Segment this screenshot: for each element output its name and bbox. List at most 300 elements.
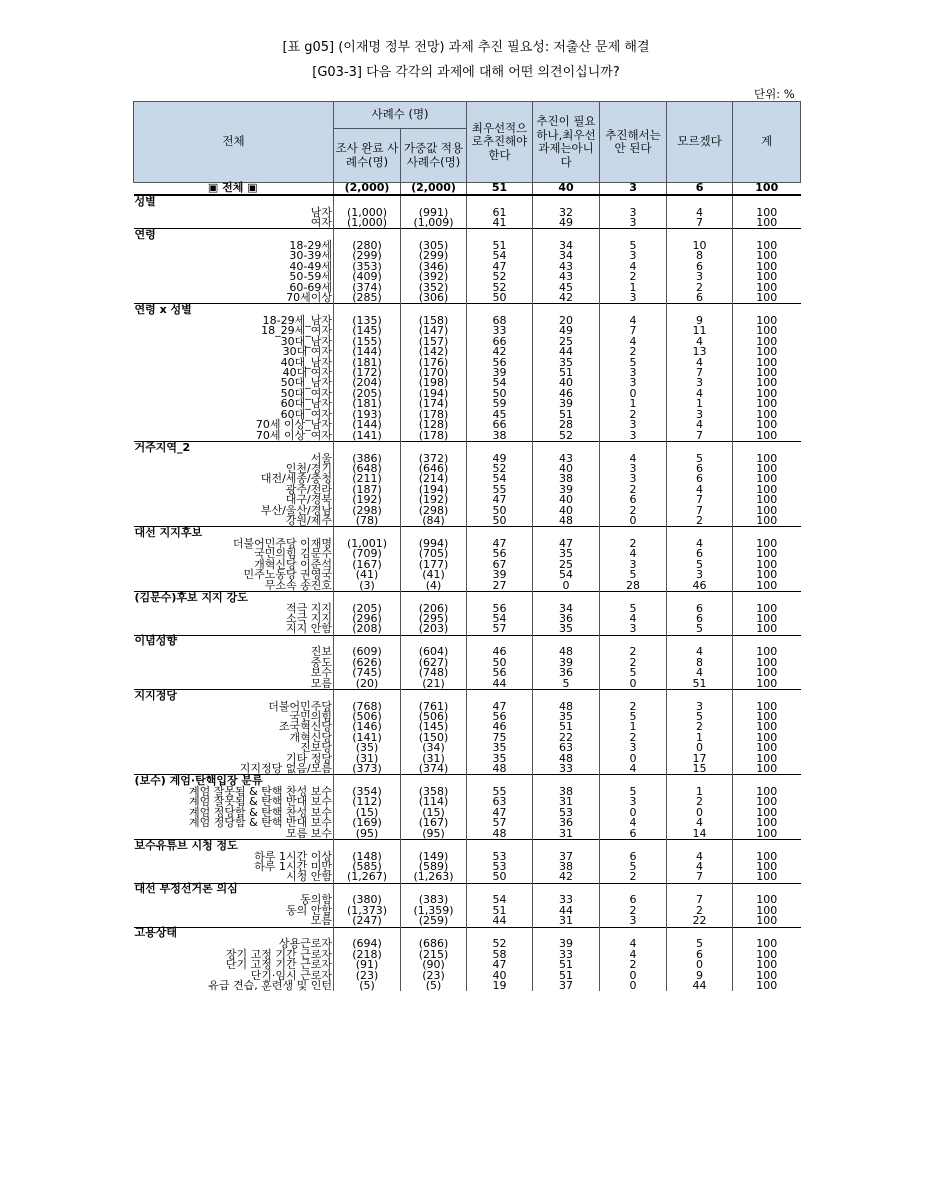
data-cell: 100 xyxy=(756,795,778,809)
data-cell: 2 xyxy=(600,410,667,420)
data-cell: (114) xyxy=(401,797,467,807)
data-cell: (627) xyxy=(401,658,467,668)
data-cell: 7 xyxy=(667,218,733,229)
data-cell: (167) xyxy=(334,560,401,570)
data-cell: 3 xyxy=(600,378,667,388)
data-cell: 100 xyxy=(756,710,778,723)
data-cell: 38 xyxy=(467,431,533,442)
data-cell: 45 xyxy=(467,410,533,420)
data-cell: (144) xyxy=(334,347,401,357)
data-cell: (146) xyxy=(334,722,401,732)
data-cell: 9 xyxy=(667,316,733,326)
data-cell: (15) xyxy=(334,808,401,818)
data-cell: 5 xyxy=(600,604,667,614)
data-cell: (176) xyxy=(401,358,467,368)
data-cell: 100 xyxy=(756,503,778,517)
data-cell: 47 xyxy=(467,702,533,712)
row-label: 동의함 xyxy=(134,895,334,905)
data-cell: 5 xyxy=(600,862,667,872)
data-cell: 3 xyxy=(600,368,667,378)
data-cell: 100 xyxy=(756,978,778,992)
data-cell: (135) xyxy=(334,316,401,326)
data-cell: 7 xyxy=(600,326,667,336)
data-cell: 42 xyxy=(533,872,600,883)
data-cell: 9 xyxy=(667,971,733,981)
data-cell: 51 xyxy=(533,368,600,378)
data-cell: 7 xyxy=(667,495,733,505)
row-label: 기타 정당 xyxy=(134,754,334,764)
row-label: 진보당 xyxy=(134,743,334,753)
data-cell: 35 xyxy=(533,712,600,722)
data-cell: 1 xyxy=(667,399,733,409)
data-cell: 1 xyxy=(600,283,667,293)
data-cell: 3 xyxy=(600,743,667,753)
data-cell: 3 xyxy=(600,218,667,229)
data-cell: 3 xyxy=(600,797,667,807)
data-cell: (192) xyxy=(401,495,467,505)
row-label: 동의 안함 xyxy=(134,906,334,916)
data-cell: 0 xyxy=(667,960,733,970)
row-label: 단기 고정 기간 근로자 xyxy=(134,960,334,970)
data-cell: 34 xyxy=(533,251,600,261)
data-cell: (181) xyxy=(334,358,401,368)
data-cell: 0 xyxy=(667,743,733,753)
data-cell: 100 xyxy=(756,428,778,442)
data-cell: 39 xyxy=(533,939,600,949)
data-cell: 43 xyxy=(533,454,600,464)
data-cell: 50 xyxy=(467,293,533,304)
data-cell: 17 xyxy=(667,754,733,764)
data-cell: 51 xyxy=(467,906,533,916)
row-label: 40대 여자 xyxy=(134,368,334,378)
group-label: 대선 지지후보 xyxy=(134,527,334,539)
data-cell: 39 xyxy=(467,570,533,580)
data-cell: (218) xyxy=(334,950,401,960)
data-cell: (15) xyxy=(401,808,467,818)
data-cell: 100 xyxy=(756,860,778,874)
data-cell: 100 xyxy=(756,968,778,982)
row-label: 서울 xyxy=(134,454,334,464)
table-row xyxy=(134,624,801,635)
data-cell: 57 xyxy=(467,818,533,828)
data-cell: (298) xyxy=(334,506,401,516)
data-cell: 40 xyxy=(533,464,600,474)
data-cell: 54 xyxy=(467,251,533,261)
data-cell: (3) xyxy=(334,581,401,592)
table-row xyxy=(134,829,801,840)
data-cell: 25 xyxy=(533,337,600,347)
data-cell: 6 xyxy=(667,474,733,484)
data-cell: 3 xyxy=(600,464,667,474)
row-label: 시청 안함 xyxy=(134,872,334,883)
data-cell: 2 xyxy=(600,647,667,657)
row-label: 지지정당 없음/모름 xyxy=(134,764,334,775)
data-cell: 0 xyxy=(600,679,667,690)
data-cell: 59 xyxy=(467,399,533,409)
row-label: 30대_남자 xyxy=(134,337,334,347)
data-cell: 5 xyxy=(600,358,667,368)
data-cell: 47 xyxy=(467,495,533,505)
data-cell: 52 xyxy=(467,283,533,293)
header-dont-know: 모르겠다 xyxy=(667,102,733,183)
data-cell: 100 xyxy=(756,259,778,273)
data-cell: (589) xyxy=(401,862,467,872)
data-cell: 4 xyxy=(600,262,667,272)
data-cell: 5 xyxy=(600,787,667,797)
total-cell: 100 xyxy=(733,183,801,196)
data-cell: 3 xyxy=(667,272,733,282)
data-cell: 56 xyxy=(467,604,533,614)
data-cell: 52 xyxy=(533,431,600,442)
header-should-not: 추진해서는 안 된다 xyxy=(600,102,667,183)
data-cell: 100 xyxy=(756,418,778,432)
row-label: 적극 지지 xyxy=(134,604,334,614)
table-row xyxy=(134,431,801,442)
crosstab-table xyxy=(133,101,801,991)
data-cell: 33 xyxy=(533,764,600,775)
data-cell: 39 xyxy=(467,368,533,378)
data-cell: 2 xyxy=(600,906,667,916)
data-cell: 7 xyxy=(667,368,733,378)
data-cell: 100 xyxy=(756,568,778,582)
data-cell: 42 xyxy=(533,293,600,304)
data-cell: 61 xyxy=(467,208,533,218)
data-cell: 35 xyxy=(467,754,533,764)
data-cell: (295) xyxy=(401,614,467,624)
data-cell: (506) xyxy=(334,712,401,722)
data-cell: 1 xyxy=(667,733,733,743)
data-cell: 51 xyxy=(667,679,733,690)
data-cell: 100 xyxy=(756,578,778,592)
data-cell: (994) xyxy=(401,539,467,549)
data-cell: 100 xyxy=(756,557,778,571)
data-cell: 48 xyxy=(533,754,600,764)
data-cell: 4 xyxy=(600,939,667,949)
data-cell: (112) xyxy=(334,797,401,807)
data-cell: 100 xyxy=(756,536,778,550)
data-cell: 100 xyxy=(756,611,778,625)
data-cell: 42 xyxy=(467,347,533,357)
row-label: 상용근로자 xyxy=(134,939,334,949)
data-cell: 4 xyxy=(667,420,733,430)
data-cell: (380) xyxy=(334,895,401,905)
data-cell: 45 xyxy=(533,283,600,293)
row-label: 모름 xyxy=(134,916,334,927)
row-label: 50대_남자 xyxy=(134,378,334,388)
data-cell: 44 xyxy=(467,679,533,690)
data-cell: (41) xyxy=(401,570,467,580)
data-cell: 58 xyxy=(467,950,533,960)
data-cell: 0 xyxy=(600,516,667,527)
data-cell: 35 xyxy=(533,549,600,559)
data-cell: (95) xyxy=(334,829,401,840)
data-cell: 3 xyxy=(667,378,733,388)
data-cell: 100 xyxy=(756,903,778,917)
row-label: 70세이상 xyxy=(134,293,334,304)
data-cell: 4 xyxy=(667,485,733,495)
data-cell: 40 xyxy=(533,378,600,388)
data-cell: 22 xyxy=(667,916,733,927)
data-cell: 100 xyxy=(756,239,778,252)
data-cell: (198) xyxy=(401,378,467,388)
data-cell: 5 xyxy=(600,570,667,580)
data-cell: 3 xyxy=(600,624,667,635)
row-label: 60대_남자 xyxy=(134,399,334,409)
data-cell: 20 xyxy=(533,316,600,326)
data-cell: 49 xyxy=(533,218,600,229)
row-label: 대전/세종/충청 xyxy=(134,474,334,484)
data-cell: 4 xyxy=(600,454,667,464)
data-cell: 2 xyxy=(600,658,667,668)
data-cell: 41 xyxy=(467,218,533,229)
data-cell: 5 xyxy=(667,454,733,464)
data-cell: (95) xyxy=(401,829,467,840)
data-cell: (768) xyxy=(334,702,401,712)
table-row xyxy=(134,981,801,991)
group-label: 이념성향 xyxy=(134,635,334,647)
data-cell: 4 xyxy=(667,818,733,828)
data-cell: (155) xyxy=(334,337,401,347)
data-cell: 31 xyxy=(533,829,600,840)
data-cell: 53 xyxy=(467,852,533,862)
data-cell: 38 xyxy=(533,862,600,872)
data-cell: 0 xyxy=(667,808,733,818)
data-cell: 54 xyxy=(467,474,533,484)
data-cell: 0 xyxy=(600,808,667,818)
data-cell: 100 xyxy=(756,645,778,659)
data-cell: 3 xyxy=(667,410,733,420)
data-cell: 100 xyxy=(756,472,778,486)
row-label: 30-39세 xyxy=(134,251,334,261)
data-cell: 48 xyxy=(533,516,600,527)
total-cell: (2,000) xyxy=(401,183,467,196)
data-cell: 4 xyxy=(600,950,667,960)
data-cell: 3 xyxy=(600,293,667,304)
data-cell: 100 xyxy=(756,345,778,359)
data-cell: (745) xyxy=(334,668,401,678)
data-cell: 50 xyxy=(467,516,533,527)
data-cell: 100 xyxy=(756,386,778,400)
row-label: 계엄 잘못됨 & 탄핵 찬성 보수 xyxy=(134,787,334,797)
data-cell: 44 xyxy=(533,906,600,916)
data-cell: (172) xyxy=(334,368,401,378)
data-cell: (1,263) xyxy=(401,872,467,883)
data-cell: 52 xyxy=(467,939,533,949)
data-cell: 63 xyxy=(533,743,600,753)
data-cell: 6 xyxy=(667,262,733,272)
data-cell: (648) xyxy=(334,464,401,474)
data-cell: 40 xyxy=(533,506,600,516)
data-cell: 6 xyxy=(600,895,667,905)
data-cell: (78) xyxy=(334,516,401,527)
total-cell: (2,000) xyxy=(334,183,401,196)
data-cell: 5 xyxy=(600,668,667,678)
data-cell: (192) xyxy=(334,495,401,505)
data-cell: 43 xyxy=(533,262,600,272)
data-cell: 13 xyxy=(667,347,733,357)
row-label: 70세 이상_여자 xyxy=(134,431,334,442)
row-label: 단기·임시 근로자 xyxy=(134,971,334,981)
data-cell: 4 xyxy=(667,668,733,678)
data-cell: (205) xyxy=(334,389,401,399)
total-cell: 40 xyxy=(533,183,600,196)
data-cell: (205) xyxy=(334,604,401,614)
row-label: 더불어민주당 이재명 xyxy=(134,539,334,549)
data-cell: (506) xyxy=(401,712,467,722)
data-cell: 50 xyxy=(467,389,533,399)
data-cell: 49 xyxy=(533,326,600,336)
data-cell: (177) xyxy=(401,560,467,570)
unit-label: 단위: % xyxy=(754,87,795,101)
row-label: 국민의힘 김문수 xyxy=(134,549,334,559)
data-cell: 5 xyxy=(667,624,733,635)
row-label: 개혁신당 xyxy=(134,733,334,743)
data-cell: 100 xyxy=(756,366,778,380)
data-cell: 48 xyxy=(467,764,533,775)
data-cell: (373) xyxy=(334,764,401,775)
data-cell: 2 xyxy=(600,506,667,516)
data-cell: (306) xyxy=(401,293,467,304)
data-cell: 100 xyxy=(756,461,778,475)
data-cell: (626) xyxy=(334,658,401,668)
data-cell: 31 xyxy=(533,797,600,807)
data-cell: (203) xyxy=(401,624,467,635)
row-label: 70세 이상_남자 xyxy=(134,420,334,430)
data-cell: (646) xyxy=(401,464,467,474)
data-cell: 5 xyxy=(600,712,667,722)
data-cell: 4 xyxy=(600,549,667,559)
data-cell: 2 xyxy=(600,733,667,743)
row-label: 무소속 송진호 xyxy=(134,581,334,592)
group-label: 보수유튜브 시청 정도 xyxy=(134,840,334,852)
data-cell: 47 xyxy=(467,262,533,272)
data-cell: 25 xyxy=(533,560,600,570)
data-cell: (386) xyxy=(334,454,401,464)
data-cell: 34 xyxy=(533,241,600,251)
table-row xyxy=(134,581,801,592)
data-cell: 3 xyxy=(600,208,667,218)
data-cell: 33 xyxy=(533,950,600,960)
data-cell: 37 xyxy=(533,981,600,991)
data-cell: 2 xyxy=(600,960,667,970)
row-label: 남자 xyxy=(134,208,334,218)
data-cell: 100 xyxy=(756,762,778,776)
data-cell: 15 xyxy=(667,764,733,775)
data-cell: 28 xyxy=(600,581,667,592)
data-cell: (147) xyxy=(401,326,467,336)
data-cell: (158) xyxy=(401,316,467,326)
data-cell: 46 xyxy=(533,389,600,399)
data-cell: 100 xyxy=(756,291,778,305)
data-cell: 33 xyxy=(533,895,600,905)
data-cell: (259) xyxy=(401,916,467,927)
data-cell: (705) xyxy=(401,549,467,559)
data-cell: (145) xyxy=(334,326,401,336)
data-cell: 40 xyxy=(533,495,600,505)
data-cell: 100 xyxy=(756,849,778,863)
data-cell: 100 xyxy=(756,280,778,294)
data-cell: 7 xyxy=(667,431,733,442)
data-cell: (1,359) xyxy=(401,906,467,916)
data-cell: 4 xyxy=(600,818,667,828)
data-cell: 44 xyxy=(467,916,533,927)
data-cell: 100 xyxy=(756,893,778,907)
data-cell: 51 xyxy=(533,410,600,420)
row-label: 민주노동당 권영국 xyxy=(134,570,334,580)
data-cell: 47 xyxy=(467,960,533,970)
data-cell: 48 xyxy=(467,829,533,840)
data-cell: 100 xyxy=(756,601,778,615)
data-cell: 3 xyxy=(600,474,667,484)
data-cell: 34 xyxy=(533,604,600,614)
data-cell: 6 xyxy=(667,604,733,614)
data-cell: (145) xyxy=(401,722,467,732)
group-label: 고용상태 xyxy=(134,927,334,939)
data-cell: (141) xyxy=(334,733,401,743)
data-cell: 3 xyxy=(600,560,667,570)
data-cell: (352) xyxy=(401,283,467,293)
data-cell: 4 xyxy=(667,208,733,218)
data-cell: 7 xyxy=(667,895,733,905)
data-cell: 6 xyxy=(667,950,733,960)
data-cell: 5 xyxy=(667,560,733,570)
data-cell: 55 xyxy=(467,485,533,495)
data-cell: (383) xyxy=(401,895,467,905)
data-cell: 100 xyxy=(756,249,778,263)
data-cell: 100 xyxy=(756,482,778,496)
data-cell: (409) xyxy=(334,272,401,282)
data-cell: 35 xyxy=(533,624,600,635)
data-cell: 100 xyxy=(756,216,778,229)
header-row-label: 전체 xyxy=(134,102,334,183)
data-cell: 54 xyxy=(467,614,533,624)
data-cell: 100 xyxy=(756,699,778,713)
group-label: (보수) 계엄·탄핵입장 분류 xyxy=(134,775,334,787)
data-cell: 100 xyxy=(756,870,778,884)
data-cell: 100 xyxy=(756,314,778,328)
data-cell: (296) xyxy=(334,614,401,624)
row-label: 대구/경북 xyxy=(134,495,334,505)
data-cell: 4 xyxy=(667,389,733,399)
data-cell: 3 xyxy=(600,916,667,927)
data-cell: 6 xyxy=(600,829,667,840)
data-cell: 33 xyxy=(467,326,533,336)
row-label: 장기 고정 기간 근로자 xyxy=(134,950,334,960)
data-cell: 50 xyxy=(467,506,533,516)
data-cell: 100 xyxy=(756,270,778,284)
data-cell: (372) xyxy=(401,454,467,464)
data-cell: 46 xyxy=(667,581,733,592)
data-cell: (141) xyxy=(334,431,401,442)
data-cell: (761) xyxy=(401,702,467,712)
group-label: 거주지역_2 xyxy=(134,441,334,453)
data-cell: (167) xyxy=(401,818,467,828)
data-cell: (346) xyxy=(401,262,467,272)
data-cell: 100 xyxy=(756,816,778,830)
data-cell: (208) xyxy=(334,624,401,635)
data-cell: 100 xyxy=(756,676,778,690)
data-cell: 4 xyxy=(667,358,733,368)
table-row xyxy=(134,679,801,690)
data-cell: 40 xyxy=(467,971,533,981)
group-label: (김문수)후보 지지 강도 xyxy=(134,591,334,603)
row-label: 유급 견습, 훈련생 및 인턴 xyxy=(134,981,334,991)
data-cell: 57 xyxy=(467,624,533,635)
data-cell: 6 xyxy=(667,464,733,474)
data-cell: (193) xyxy=(334,410,401,420)
data-cell: 8 xyxy=(667,251,733,261)
data-cell: (285) xyxy=(334,293,401,304)
